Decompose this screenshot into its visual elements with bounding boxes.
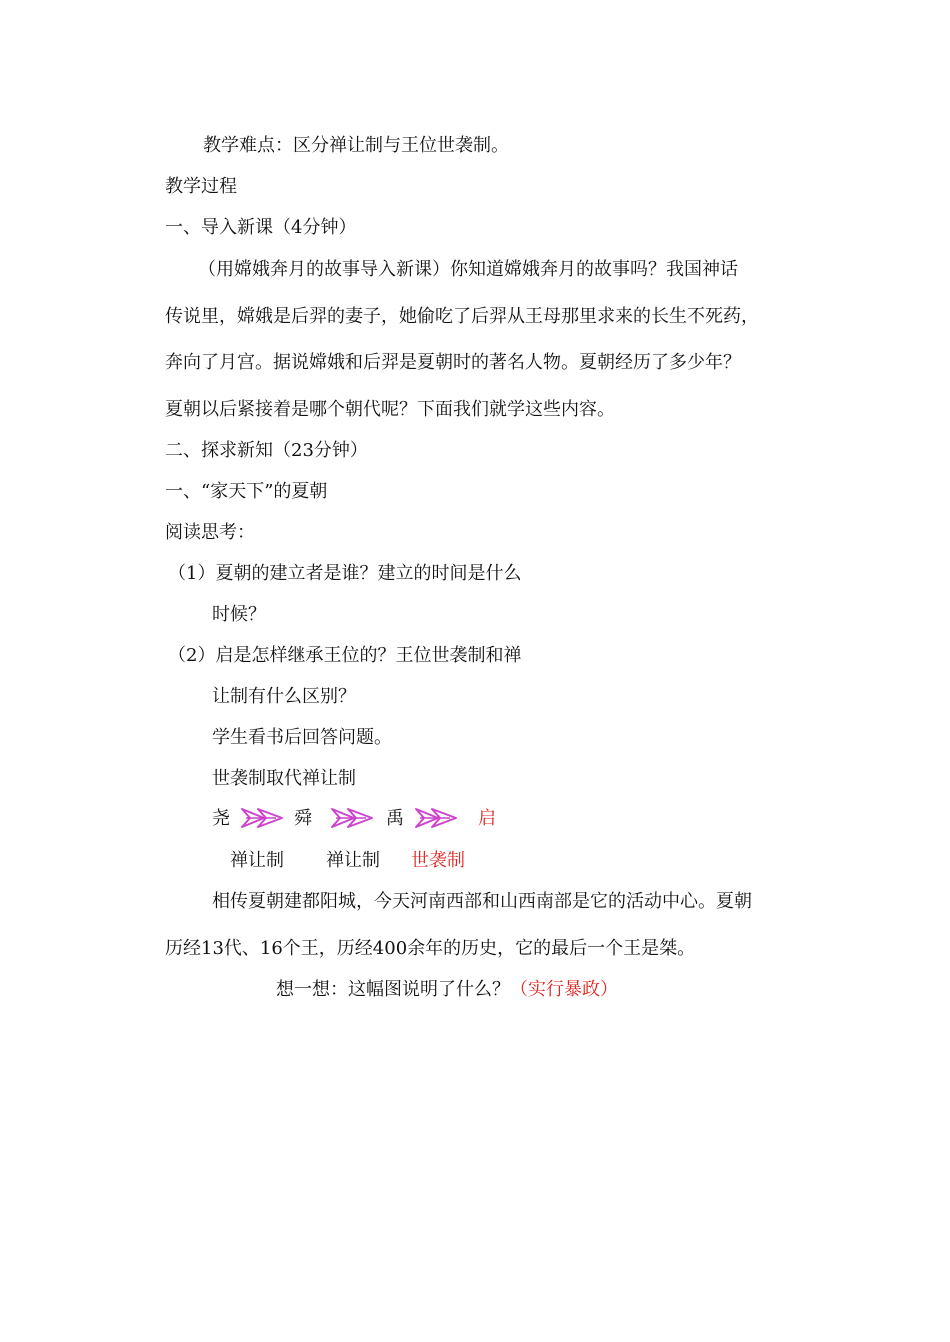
- think-answer: （实行暴政）: [510, 979, 618, 1000]
- question-2-line-2: 让制有什么区别？: [212, 686, 356, 707]
- intro-line-1: （用嫦娥奔月的故事导入新课）你知道嫦娥奔月的故事吗？我国神话: [198, 259, 738, 280]
- body-line-1: 相传夏朝建都阳城，今天河南西部和山西南部是它的活动中心。夏朝: [212, 891, 752, 912]
- question-2-line-1: （2）启是怎样继承王位的？王位世袭制和禅: [168, 645, 522, 666]
- teaching-difficulty: 教学难点：区分禅让制与王位世袭制。: [203, 135, 509, 156]
- body-line-2: 历经13代、16个王，历经400余年的历史，它的最后一个王是桀。: [165, 938, 696, 959]
- student-answer-note: 学生看书后回答问题。: [212, 727, 392, 748]
- think-question: [276, 978, 618, 1002]
- double-chevron-arrow-icon: [330, 806, 376, 830]
- system-label-3: 世袭制: [411, 850, 465, 871]
- teaching-process-heading: 教学过程: [165, 176, 237, 197]
- intro-line-3: 奔向了月宫。据说嫦娥和后羿是夏朝时的著名人物。夏朝经历了多少年？: [165, 352, 741, 373]
- ruler-yao: 尧: [212, 808, 230, 829]
- reading-prompt: 阅读思考：: [165, 522, 255, 543]
- subsection-xia-heading: 一、“家天下”的夏朝: [165, 481, 328, 502]
- section-2-heading: 二、探求新知（23分钟）: [165, 440, 368, 461]
- section-1-heading: 一、导入新课（4分钟）: [165, 217, 357, 238]
- double-chevron-arrow-icon: [414, 806, 460, 830]
- ruler-shun: 舜: [294, 808, 312, 829]
- question-1-line-1: （1）夏朝的建立者是谁？建立的时间是什么: [168, 563, 522, 584]
- double-chevron-arrow-icon: [240, 806, 286, 830]
- ruler-qi: 启: [478, 808, 496, 829]
- system-label-1: 禅让制: [230, 850, 284, 871]
- intro-line-2: 传说里，嫦娥是后羿的妻子，她偷吃了后羿从王母那里求来的长生不死药，: [165, 306, 759, 327]
- replacement-heading: 世袭制取代禅让制: [212, 768, 356, 789]
- intro-line-4: 夏朝以后紧接着是哪个朝代呢？下面我们就学这些内容。: [165, 399, 615, 420]
- ruler-yu: 禹: [386, 808, 404, 829]
- think-question-text: 想一想：这幅图说明了什么？: [276, 979, 510, 1000]
- system-label-2: 禅让制: [326, 850, 380, 871]
- question-1-line-2: 时候？: [212, 604, 266, 625]
